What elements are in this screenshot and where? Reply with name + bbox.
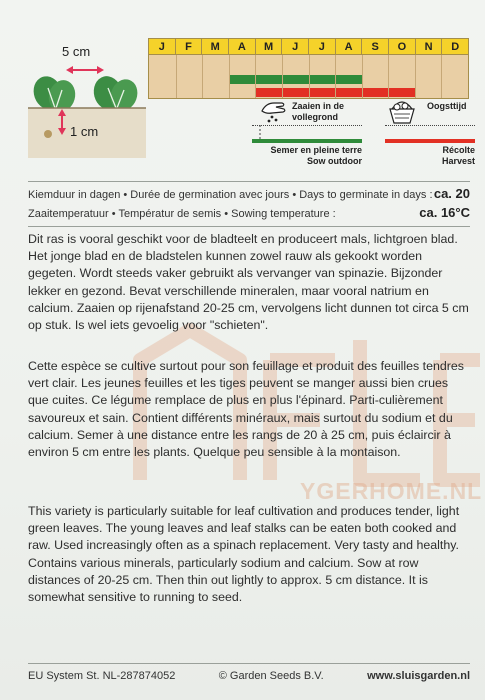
calendar-column-line (362, 55, 363, 98)
calendar-month: J (282, 39, 309, 54)
watermark-text: YGERHOME.NL (300, 478, 483, 504)
germination-label: Kiemduur in dagen • Durée de germination avec jours • Days to germinate in days : (28, 189, 433, 201)
calendar-months (148, 38, 469, 55)
description-french: Cette espèce se cultive surtout pour son feuillage et produit des feuilles tendres vert clair. Les jeunes feuilles et les tiges peuvent se manger aussi bien crues que cuites. Ce légume remplace de plus en plus l'épinard. Parti-culièrement savoureux et sain. Contient différents minéraux, mais surtout du sodium et du calcium. Semer à une distance entre les rangs de 20 à 25 cm, puis éclaircir à environ 5 cm entre les plants. Quelque peu sensible à la montaison. (28, 359, 464, 460)
legend-harvest-nl: Oogsttijd (427, 101, 467, 111)
legend-sow-en: Sow outdoor (307, 156, 362, 166)
calendar-column-line (309, 55, 310, 98)
legend-sow-outdoor (252, 97, 362, 177)
sowing-calendar (148, 38, 469, 100)
legend-harvest-fr: Récolte (442, 145, 475, 155)
germination-row (28, 186, 470, 201)
calendar-column-line (441, 55, 442, 98)
sowing-depth-label: 1 cm (70, 124, 99, 139)
calendar-column-line (415, 55, 416, 98)
legend-harvest (385, 97, 475, 177)
calendar-month: A (229, 39, 256, 54)
calendar-column-line (282, 55, 283, 98)
calendar-month: M (202, 39, 229, 54)
sow-outdoor-bar (229, 75, 362, 84)
calendar-month: J (149, 39, 176, 54)
calendar-column-line (388, 55, 389, 98)
calendar-month: A (336, 39, 363, 54)
eu-system-number: EU System St. NL-287874052 (28, 670, 176, 682)
harvest-basket-icon (385, 97, 419, 125)
calendar-column-line (176, 55, 177, 98)
copyright: © Garden Seeds B.V. (218, 670, 324, 682)
calendar-column-line (229, 55, 230, 98)
legend-harvest-en: Harvest (441, 156, 475, 166)
temperature-label: Zaaitemperatuur • Températur de semis • Sowing temperature : (28, 208, 336, 220)
plant-spacing-illustration (28, 48, 146, 158)
calendar-column-line (255, 55, 256, 98)
calendar-month: N (416, 39, 443, 54)
legend-sow-fr: Semer en pleine terre (270, 145, 362, 155)
calendar-month: F (176, 39, 203, 54)
divider (28, 181, 470, 182)
calendar-month: O (389, 39, 416, 54)
divider (28, 663, 470, 664)
calendar-month: S (362, 39, 389, 54)
legend-sow-nl: Zaaien in de vollegrond (292, 101, 345, 122)
description-dutch: Dit ras is vooral geschikt voor de bladteelt en produceert mals, lichtgroen blad. Het jonge blad en de bladstelen kunnen zowel rauw als gekookt worden gegeten. Wordt steeds vaker gebruikt als vervanger van spinazie. Bijzonder lekker en gezond. Bevat verschillende mineralen, maar vooral natrium en calcium. Zaaien op rijenafstand 20-25 cm, vervolgens licht dunnen tot circa 5 cm op stuk. Is wel iets gevoelig voor "schieten". (28, 232, 469, 333)
legend-sow-color (252, 139, 362, 143)
calendar-column-line (335, 55, 336, 98)
description-english: This variety is particularly suitable for leaf cultivation and produces tender, light green leaves. The young leaves and leaf stalks can be eaten both cooked and raw. Used increasingly often as a spinach replacement. Very tasty and healthy. Contains various minerals, particularly sodium and calcium. Sow at row distances of 20-25 cm. Then thin out lightly to approx. 5 cm distance. It is somewhat sensitive to running to seed. (28, 504, 460, 605)
divider (28, 226, 470, 227)
calendar-month: D (442, 39, 468, 54)
calendar-column-line (202, 55, 203, 98)
germination-value: ca. 20 (433, 186, 470, 201)
website-link[interactable]: www.sluisgarden.nl (367, 670, 470, 682)
legend-harvest-color (385, 139, 475, 143)
footer (28, 670, 470, 682)
row-distance-label: 5 cm (62, 44, 91, 59)
calendar-month: J (309, 39, 336, 54)
calendar-grid (148, 55, 469, 99)
calendar-month: M (256, 39, 283, 54)
temperature-value: ca. 16°C (419, 205, 470, 220)
hand-sowing-icon (258, 97, 288, 123)
temperature-row (28, 205, 470, 220)
